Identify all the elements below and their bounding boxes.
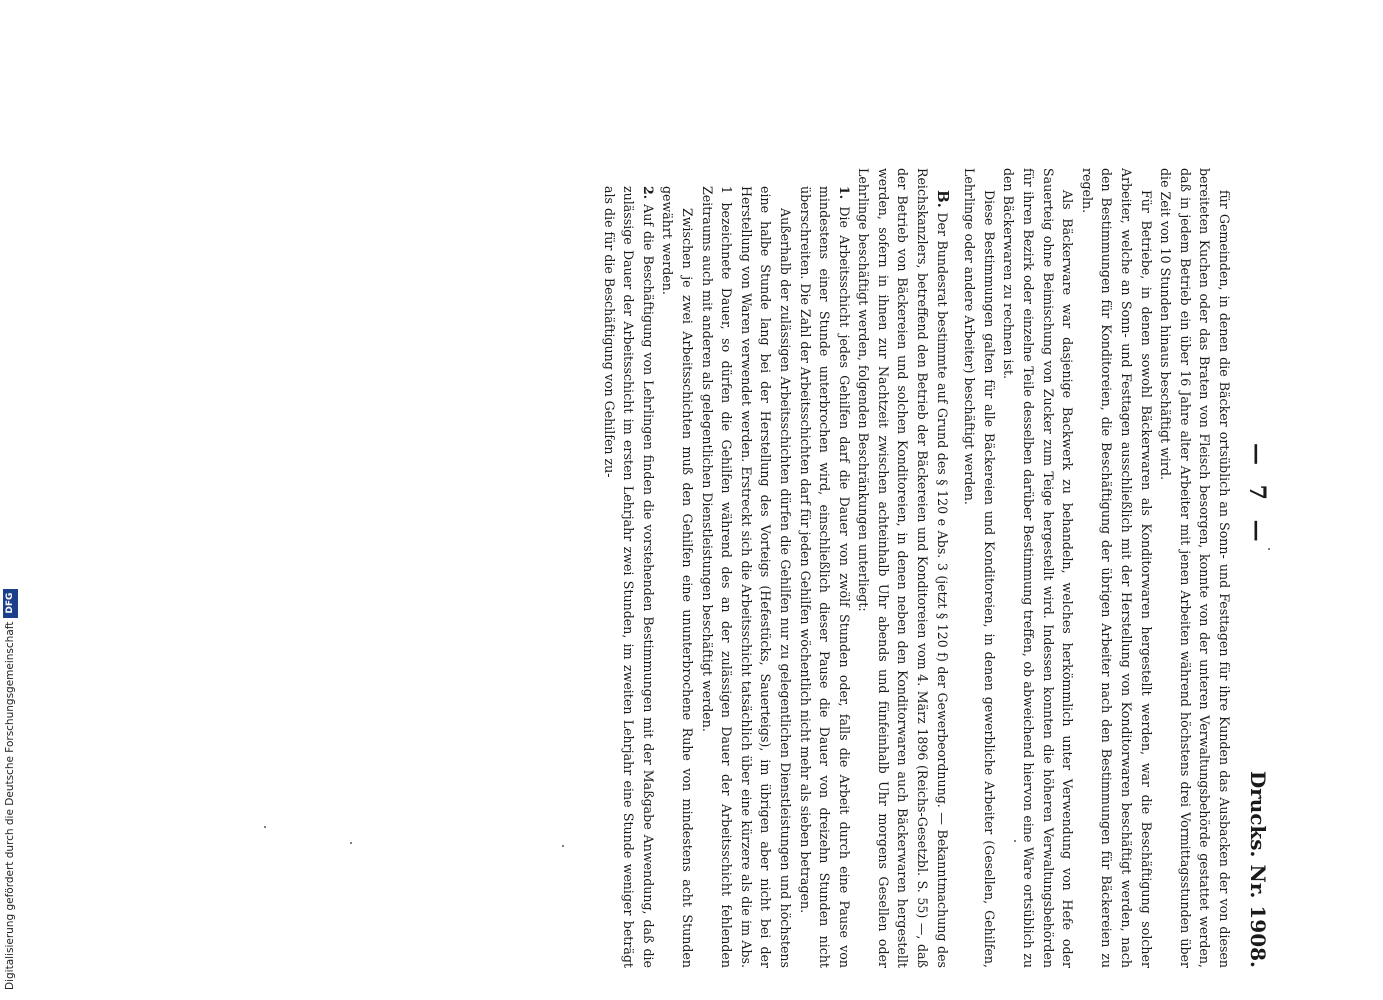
section-letter: B. — [933, 190, 952, 208]
section-b — [854, 168, 952, 968]
scan-speck — [1268, 548, 1270, 550]
scan-speck — [562, 845, 564, 847]
document-id: Drucks. Nr. 1908. — [1246, 770, 1270, 968]
paragraph: Außerhalb der zulässigen Arbeitsschichten dürfen die Gehilfen nur zu gelegentlichen Dienstleistungen und höchstens eine halbe Stunde lang bei der Herstellung des Vorteigs (Hefestücks, Sauerteigs), im übrigen aber nicht bei der Herstellung von Waren verwendet werden. Erstreckt sich die Arbeitsschicht tatsächlich über eine kürzere als die im Abs. 1 bezeichnete Dauer, so dürfen die Gehilfen während des an der zulässigen Dauer der Arbeitsschicht fehlenden Zeitraums auch mit anderen als gelegentlichen Dienstleistungen beschäftigt werden. — [699, 186, 793, 968]
paragraph: Zwischen je zwei Arbeitsschichten muß den Gehilfen eine ununterbrochene Ruhe von mindestens acht Stunden gewährt werden. — [660, 186, 695, 968]
paragraph: Als Bäckerware war dasjenige Backwerk zu behandeln, welches herkömmlich unter Verwendung von Hefe oder Sauerteig ohne Beimischung von Zucker zum Teige hergestellt wird. Indessen konnten die höheren Verwaltungsbehörden für ihren Bezirk oder einzelne Teile desselben darüber Bestimmung treffen, ob abweichend hiervon eine Ware ortsüblich zu den Bäckerwaren zu rechnen ist. — [1001, 168, 1076, 968]
item-number: 1. — [836, 186, 852, 200]
paragraph: Für Betriebe, in denen sowohl Bäckerwaren als Konditorwaren hergestellt werden, war die Beschäftigung solcher Arbeiter, welche an Sonn- und Festtagen ausschließlich mit der Herstellung von Konditorwaren beschäftigt werden, nach den Bestimmungen für Konditoreien, die Beschäftigung der übrigen Arbeiter nach den Bestimmungen für Bäckereien zu regeln. — [1079, 168, 1154, 968]
page-header — [1240, 168, 1270, 968]
rotated-page-content — [590, 168, 1270, 968]
item-text: Die Arbeitsschicht jedes Gehilfen darf die Dauer von zwölf Stunden oder, falls die Arbeit durch eine Pause von mindestens einer Stunde unterbrochen wird, einschließlich dieser Pause die Dauer von dreizehn Stunden nicht überschreiten. Die Zahl der Arbeitsschichten darf für jeden Gehilfen wöchentlich nicht mehr als sieben betragen. — [797, 186, 852, 968]
item-number: 2. — [640, 186, 656, 200]
credit-text: Digitalisierung gefördert durch die Deutsche Forschungsgemeinschaft — [4, 621, 16, 990]
list-item — [795, 168, 854, 968]
page-number: — 7 — — [1244, 443, 1270, 548]
dfg-logo: DFG — [3, 589, 18, 618]
scan-speck — [264, 826, 266, 828]
scan-speck — [1014, 840, 1016, 842]
digitization-credit — [2, 592, 18, 990]
section-b-text: Der Bundesrat bestimmte auf Grund des § 120 e Abs. 3 (jetzt § 120 f) der Gewerbeordnung. — Bekanntmachung des Reichskanzlers, betreffend den Betrieb der Bäckereien und Konditoreien vom 4. März 1896 (Reichs-Gesetzbl. S. 55) —, daß der Betrieb von Bäckereien und solchen Konditoreien, in denen neben den Konditorwaren auch Bäckerwaren hergestellt werden, sofern in ihnen zur Nachtzeit zwischen achteinhalb Uhr abends und fünfeinhalb Uhr morgens Gesellen oder Lehrlinge beschäftigt werden, folgenden Beschränkungen unterliegt: — [856, 168, 950, 968]
body-text — [599, 168, 1234, 968]
list-item — [599, 168, 658, 968]
paragraph: für Gemeinden, in denen die Bäcker ortsüblich an Sonn- und Festtagen für ihre Kunden das Ausbacken der von diesen bereiteten Kuchen oder das Braten von Fleisch besorgen, konnte von der unteren Verwaltungsbehörde gestattet werden, daß in jedem Betrieb ein über 16 Jahre alter Arbeiter mit jenen Arbeiten während höchstens drei Vormittagsstunden über die Zeit von 10 Stunden hinaus beschäftigt wird. — [1158, 168, 1232, 968]
paragraph: Diese Bestimmungen galten für alle Bäckereien und Konditoreien, in denen gewerbliche Arbeiter (Gesellen, Gehilfen, Lehrlinge oder andere Arbeiter) beschäftigt werden. — [962, 168, 997, 968]
scan-speck — [350, 842, 352, 844]
item-text: Auf die Beschäftigung von Lehrlingen finden die vorstehenden Bestimmungen mit der Maßgabe Anwendung, daß die zulässige Dauer der Arbeitsschicht im ersten Lehrjahr zwei Stunden, im zweiten Lehrjahr eine Stunde weniger beträgt als die für die Beschäftigung von Gehilfen zu- — [601, 186, 656, 968]
